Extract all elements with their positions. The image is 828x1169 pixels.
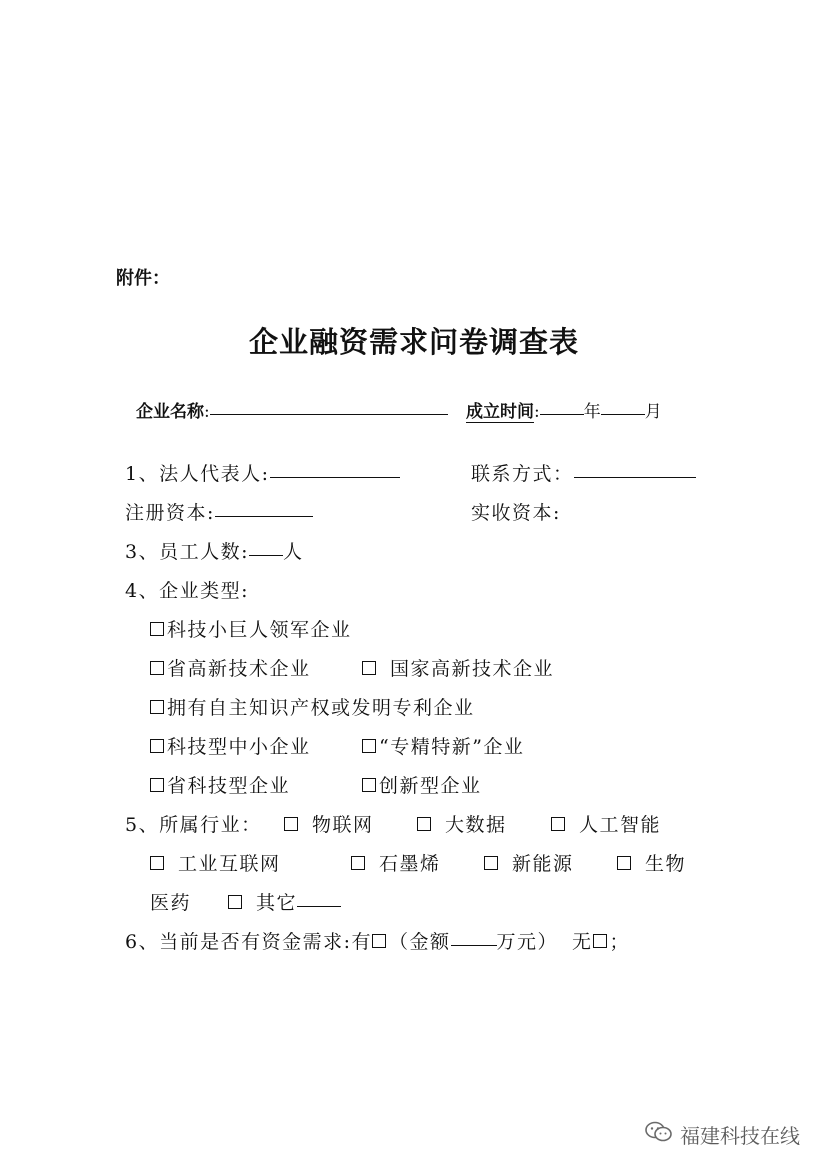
funding-need-label: 6、当前是否有资金需求:有	[125, 931, 372, 953]
industry-option[interactable]: 新能源	[484, 853, 574, 875]
checkbox[interactable]	[150, 778, 164, 792]
registered-capital-row	[125, 502, 313, 524]
legal-rep-label: 1、法人代表人:	[125, 463, 270, 485]
company-name-label: 企业名称	[136, 402, 204, 422]
checkbox[interactable]	[228, 895, 242, 909]
employee-count-field[interactable]	[249, 554, 283, 556]
other-industry-field[interactable]	[297, 905, 341, 907]
checkbox[interactable]	[150, 856, 164, 870]
company-type-option[interactable]: 拥有自主知识产权或发明专利企业	[150, 697, 475, 719]
contact-field[interactable]	[574, 476, 696, 478]
checkbox[interactable]	[351, 856, 365, 870]
page-title: 企业融资需求问卷调查表	[248, 325, 579, 359]
funding-no-checkbox[interactable]	[593, 934, 607, 948]
registered-capital-field[interactable]	[215, 515, 313, 517]
industry-label: 5、所属行业：	[125, 814, 262, 836]
amount-prefix: （金额	[389, 931, 451, 953]
company-type-label: 4、企业类型:	[125, 580, 249, 602]
checkbox[interactable]	[150, 739, 164, 753]
month-label: 月	[644, 402, 662, 422]
company-type-option[interactable]: 科技型中小企业	[150, 736, 311, 758]
industry-option[interactable]: 生物	[617, 853, 686, 875]
founded-row: 成立时间: 年 月	[466, 402, 662, 422]
checkbox[interactable]	[362, 778, 376, 792]
year-field[interactable]	[540, 413, 584, 415]
founded-label: 成立时间	[466, 402, 534, 422]
checkbox[interactable]	[617, 856, 631, 870]
watermark	[644, 1120, 800, 1149]
checkbox[interactable]	[284, 817, 298, 831]
employee-count-label: 3、员工人数:	[125, 541, 249, 563]
company-type-option[interactable]: 创新型企业	[362, 775, 482, 797]
registered-capital-label: 注册资本:	[125, 502, 215, 524]
amount-field[interactable]	[451, 944, 497, 946]
industry-option[interactable]: 石墨烯	[351, 853, 441, 875]
employee-unit: 人	[283, 541, 304, 563]
watermark-text: 福建科技在线	[680, 1124, 800, 1148]
checkbox[interactable]	[551, 817, 565, 831]
checkbox[interactable]	[362, 739, 376, 753]
contact-label: 联系方式：	[471, 463, 574, 485]
amount-suffix: 万元）	[496, 931, 559, 953]
checkbox[interactable]	[362, 661, 376, 675]
company-name-field[interactable]	[210, 413, 448, 415]
company-name-row: 企业名称:	[136, 397, 448, 422]
industry-option-continued: 医药	[150, 892, 192, 914]
company-type-option[interactable]: 国家高新技术企业	[362, 658, 554, 680]
checkbox[interactable]	[484, 856, 498, 870]
employee-count-row	[125, 541, 304, 563]
month-field[interactable]	[601, 413, 645, 415]
industry-option[interactable]: 工业互联网	[150, 853, 281, 875]
company-type-option[interactable]: 省科技型企业	[150, 775, 290, 797]
year-label: 年	[583, 402, 601, 422]
paid-capital-label: 实收资本:	[471, 502, 561, 524]
legal-rep-row	[125, 463, 400, 485]
legal-rep-field[interactable]	[270, 476, 400, 478]
checkbox[interactable]	[150, 700, 164, 714]
wechat-icon	[644, 1120, 674, 1149]
checkbox[interactable]	[150, 622, 164, 636]
industry-option[interactable]: 其它	[228, 892, 341, 914]
funding-no-label: 无	[572, 931, 593, 953]
industry-option[interactable]: 大数据	[417, 814, 507, 836]
company-type-option[interactable]: 科技小巨人领军企业	[150, 619, 352, 641]
attachment-label: 附件：	[116, 268, 170, 289]
checkbox[interactable]	[417, 817, 431, 831]
funding-need-row: 6、当前是否有资金需求:有 （金额 万元） 无 ；	[125, 931, 631, 953]
funding-yes-checkbox[interactable]	[372, 934, 386, 948]
industry-option[interactable]: 人工智能	[551, 814, 661, 836]
checkbox[interactable]	[150, 661, 164, 675]
company-type-option[interactable]: 省高新技术企业	[150, 658, 311, 680]
company-type-option[interactable]: “专精特新”企业	[362, 736, 524, 758]
industry-option[interactable]: 物联网	[284, 814, 374, 836]
contact-row	[471, 463, 696, 485]
